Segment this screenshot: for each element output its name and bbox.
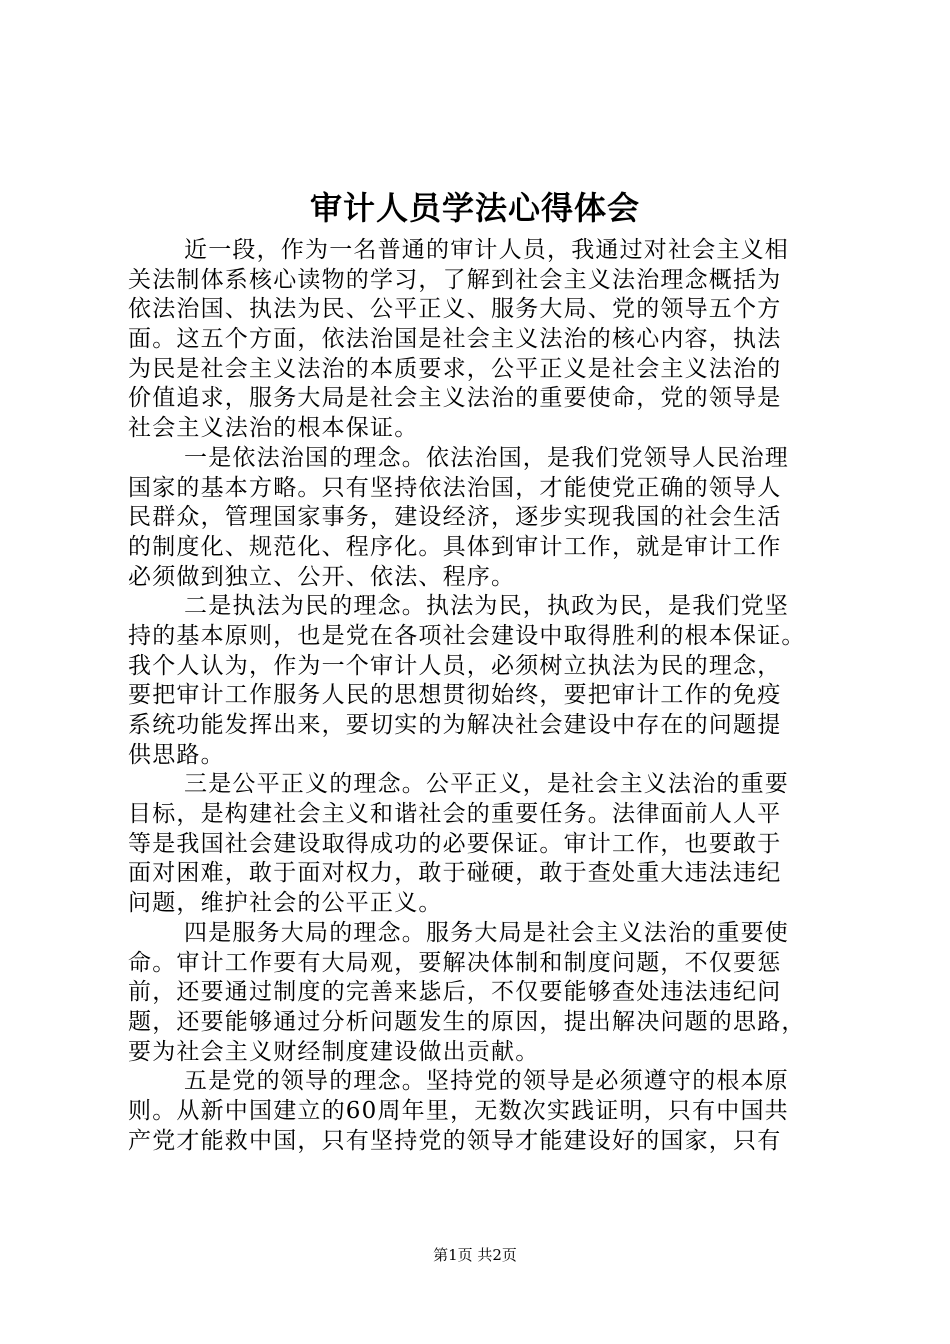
paragraph-line: 供思路。 [128,741,225,768]
page-footer: 第1页 共2页 [433,1246,517,1264]
paragraph-line: 二是执法为民的理念。执法为民，执政为民，是我们党坚 [184,593,789,620]
paragraph-line: 面对困难，敢于面对权力，敢于碰硬，敢于查处重大违法违纪 [128,860,782,887]
paragraph-line: 三是公平正义的理念。公平正义，是社会主义法治的重要 [184,771,789,798]
paragraph-line: 的制度化、规范化、程序化。具体到审计工作，就是审计工作 [128,533,782,560]
paragraph-line: 面。这五个方面，依法治国是社会主义法治的核心内容，执法 [128,326,782,353]
paragraph-line: 国家的基本方略。只有坚持依法治国，才能使党正确的领导人 [128,474,782,501]
paragraph-line: 五是党的领导的理念。坚持党的领导是必须遵守的根本原 [184,1068,789,1095]
paragraph [128,236,848,444]
paragraph-line: 价值追求，服务大局是社会主义法治的重要使命，党的领导是 [128,385,782,412]
paragraph-line: 题，还要能够通过分析问题发生的原因，提出解决问题的思路， [128,1008,806,1035]
paragraph-line: 一是依法治国的理念。依法治国，是我们党领导人民治理 [184,444,789,471]
paragraph-line: 系统功能发挥出来，要切实的为解决社会建设中存在的问题提 [128,712,782,738]
paragraph-line: 为民是社会主义法治的本质要求，公平正义是社会主义法治的 [128,355,782,382]
paragraph-line: 产党才能救中国，只有坚持党的领导才能建设好的国家，只有 [128,1127,782,1154]
paragraph [128,1067,848,1156]
paragraph-line: 问题，维护社会的公平正义。 [128,890,443,917]
paragraph-line: 目标，是构建社会主义和谐社会的重要任务。法律面前人人平 [128,801,782,828]
document-title: 审计人员学法心得体会 [309,189,640,227]
paragraph-line: 近一段，作为一名普通的审计人员，我通过对社会主义相 [184,237,789,263]
paragraph-line: 民群众，管理国家事务，建设经济，逐步实现我国的社会生活 [128,504,782,531]
paragraph-line: 则。从新中国建立的60周年里，无数次实践证明，只有中国共 [128,1097,789,1124]
paragraph-line: 要为社会主义财经制度建设做出贡献。 [128,1038,540,1065]
paragraph-line: 必须做到独立、公开、依法、程序。 [128,563,516,590]
paragraph [128,592,848,770]
paragraph-line: 我个人认为，作为一个审计人员，必须树立执法为民的理念， [128,652,782,679]
paragraph-line: 关法制体系核心读物的学习，了解到社会主义法治理念概括为 [128,266,782,293]
document-body [128,236,848,1156]
paragraph [128,919,848,1067]
paragraph-line: 持的基本原则，也是党在各项社会建设中取得胜利的根本保证。 [128,622,806,649]
paragraph-line: 前，还要通过制度的完善来毖后，不仅要能够查处违法违纪问 [128,979,782,1006]
paragraph-line: 要把审计工作服务人民的思想贯彻始终，要把审计工作的免疫 [128,682,782,709]
paragraph-line: 依法治国、执法为民、公平正义、服务大局、党的领导五个方 [128,296,782,323]
paragraph-line: 等是我国社会建设取得成功的必要保证。审计工作，也要敢于 [128,830,782,857]
paragraph [128,444,848,592]
paragraph [128,770,848,918]
paragraph-line: 四是服务大局的理念。服务大局是社会主义法治的重要使 [184,919,789,946]
paragraph-line: 命。审计工作要有大局观，要解决体制和制度问题，不仅要惩 [128,949,782,976]
paragraph-line: 社会主义法治的根本保证。 [128,415,419,442]
